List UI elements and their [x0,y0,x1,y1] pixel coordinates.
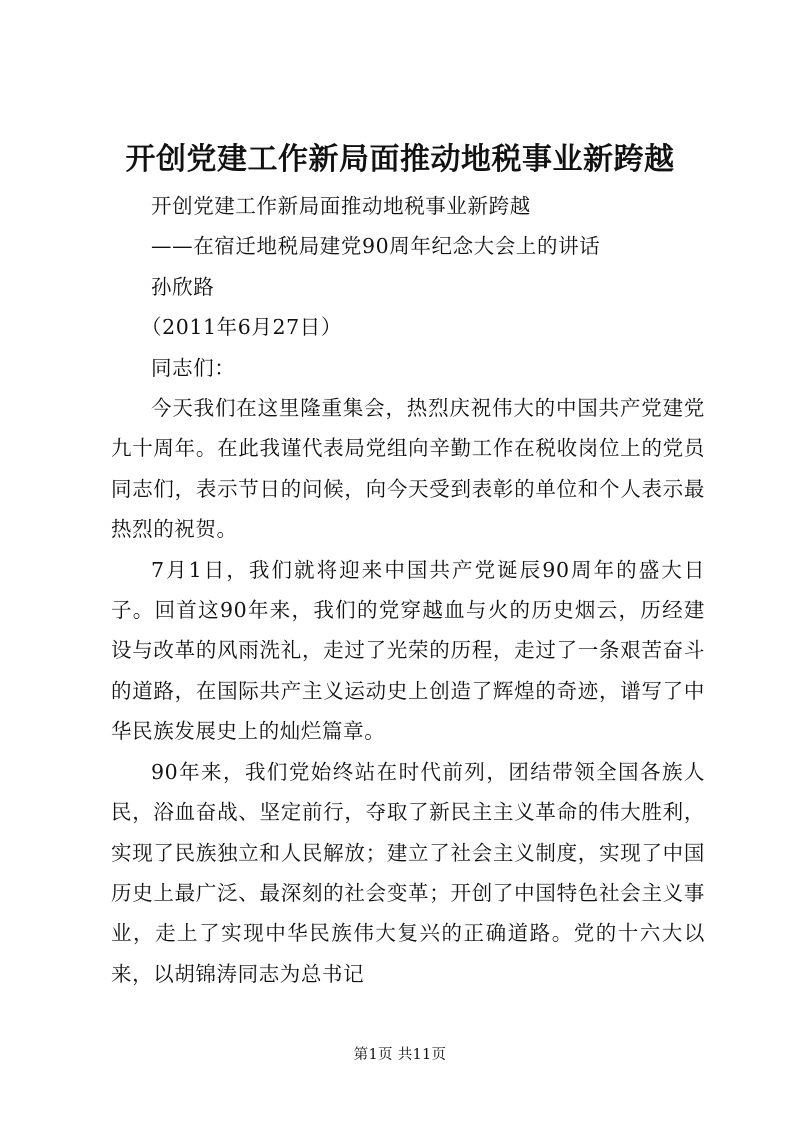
document-body [111,186,705,994]
speech-occasion-line: ——在宿迁地税局建党90周年纪念大会上的讲话 [151,234,601,259]
subtitle-line: 开创党建工作新局面推动地税事业新跨越 [151,194,531,218]
paragraph: 7月1日，我们就将迎来中国共产党诞辰90周年的盛大日子。回首这90年来，我们的党穿越血与火的历史烟云，历经建设与改革的风雨洗礼，走过了光荣的历程，走过了一条艰苦奋斗的道路，在国际共产主义运动史上创造了辉煌的奇迹，谱写了中华民族发展史上的灿烂篇章。 [111,557,705,744]
date-line: （2011年6月27日） [141,315,342,340]
paragraph: 90年来，我们党始终站在时代前列，团结带领全国各族人民，浴血奋战、坚定前行，夺取了新民主主义革命的伟大胜利，实现了民族独立和人民解放；建立了社会主义制度，实现了中国历史上最广泛、最深刻的社会变革；开创了中国特色社会主义事业，走上了实现中华民族伟大复兴的正确道路。党的十六大以来，以胡锦涛同志为总书记 [111,759,705,986]
page-number-footer: 第1页 共11页 [353,1047,447,1063]
author-line: 孙欣路 [151,274,215,299]
salutation-line: 同志们： [151,355,236,380]
document-title: 开创党建工作新局面推动地税事业新跨越 [125,142,675,177]
paragraph: 今天我们在这里隆重集会，热烈庆祝伟大的中国共产党建党九十周年。在此我谨代表局党组向辛勤工作在税收岗位上的党员同志们，表示节日的问候，向今天受到表彰的单位和个人表示最热烈的祝贺。 [111,396,705,542]
